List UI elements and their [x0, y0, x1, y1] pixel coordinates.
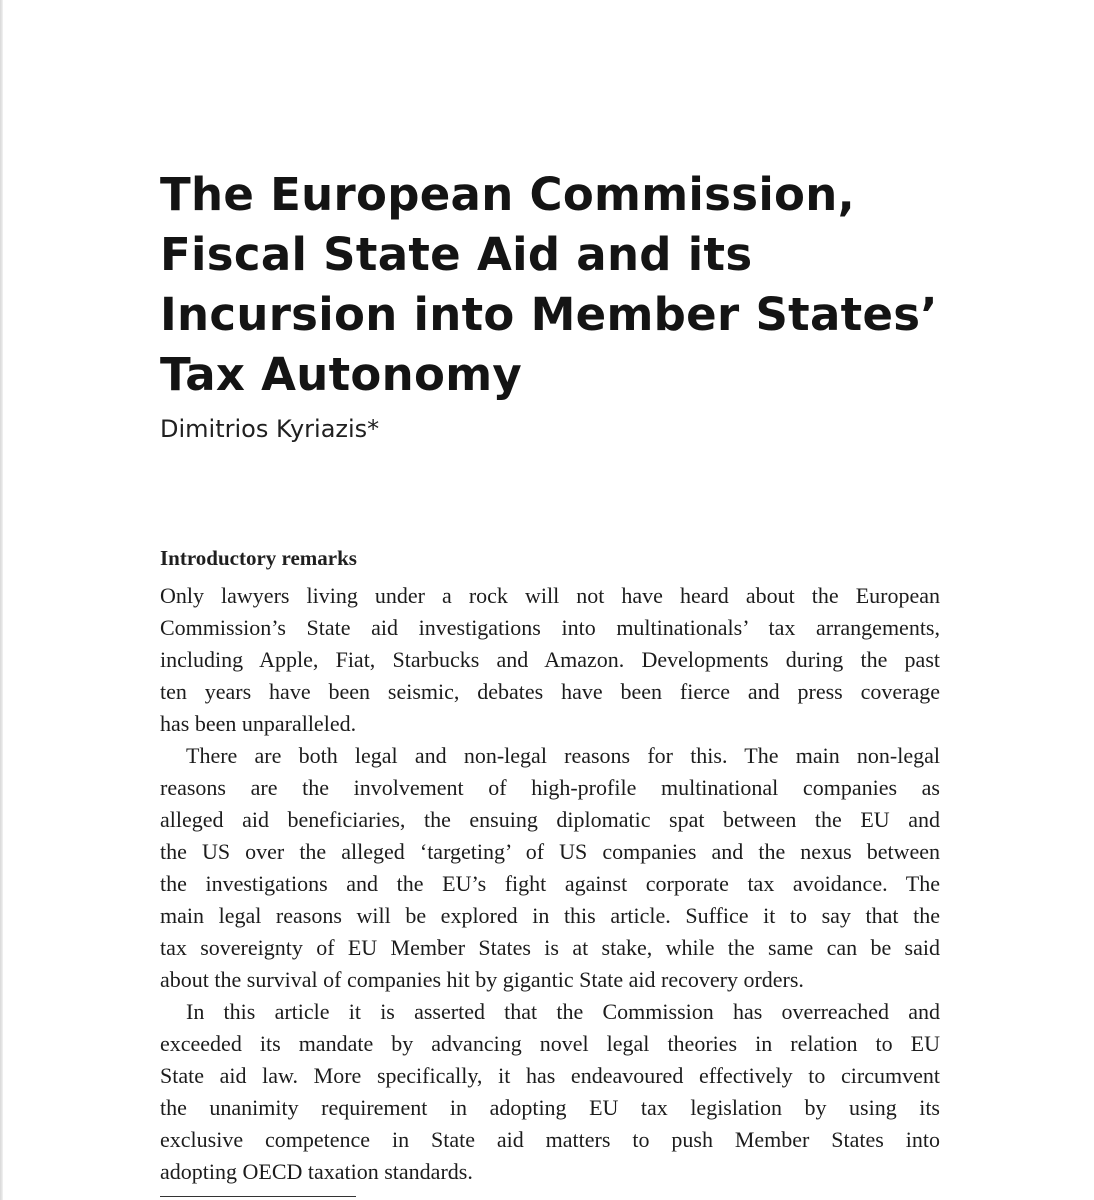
text-line: ten years have been seismic, debates have been fierce and press coverage	[160, 679, 940, 704]
article-body	[160, 580, 940, 1188]
text-line: about the survival of companies hit by gigantic State aid recovery orders.	[160, 967, 804, 992]
text-line: including Apple, Fiat, Starbucks and Amazon. Developments during the past	[160, 647, 940, 672]
article-title	[160, 165, 940, 405]
section-heading: Introductory remarks	[160, 546, 357, 570]
title-line: Incursion into Member States’	[160, 288, 938, 341]
text-line: has been unparalleled.	[160, 711, 357, 736]
text-line: Commission’s State aid investigations into multinationals’ tax arrangements,	[160, 615, 940, 640]
text-line: reasons are the involvement of high-profile multinational companies as	[160, 775, 940, 800]
text-line: There are both legal and non-legal reasons for this. The main non-legal	[186, 743, 940, 768]
text-line: In this article it is asserted that the Commission has overreached and	[186, 999, 940, 1024]
text-line: the unanimity requirement in adopting EU tax legislation by using its	[160, 1095, 940, 1120]
article-author: Dimitrios Kyriazis*	[160, 415, 380, 443]
text-line: the investigations and the EU’s fight against corporate tax avoidance. The	[160, 871, 940, 896]
text-line: State aid law. More specifically, it has endeavoured effectively to circumvent	[160, 1063, 940, 1088]
paragraph-3	[160, 996, 940, 1188]
text-line: exceeded its mandate by advancing novel legal theories in relation to EU	[160, 1031, 940, 1056]
title-line: The European Commission,	[160, 168, 855, 221]
paragraph-1	[160, 580, 940, 740]
paragraph-2	[160, 740, 940, 996]
text-line: Only lawyers living under a rock will not have heard about the European	[160, 583, 940, 608]
title-line: Fiscal State Aid and its	[160, 228, 753, 281]
text-line: main legal reasons will be explored in this article. Suffice it to say that the	[160, 903, 940, 928]
footnote-divider	[160, 1196, 356, 1197]
title-line: Tax Autonomy	[160, 348, 523, 401]
text-line: exclusive competence in State aid matters to push Member States into	[160, 1127, 940, 1152]
page-edge-shadow	[0, 0, 3, 1200]
text-line: adopting OECD taxation standards.	[160, 1159, 473, 1184]
text-line: the US over the alleged ‘targeting’ of US companies and the nexus between	[160, 839, 940, 864]
article-page	[160, 165, 940, 1188]
text-line: alleged aid beneficiaries, the ensuing diplomatic spat between the EU and	[160, 807, 940, 832]
text-line: tax sovereignty of EU Member States is at stake, while the same can be said	[160, 935, 940, 960]
